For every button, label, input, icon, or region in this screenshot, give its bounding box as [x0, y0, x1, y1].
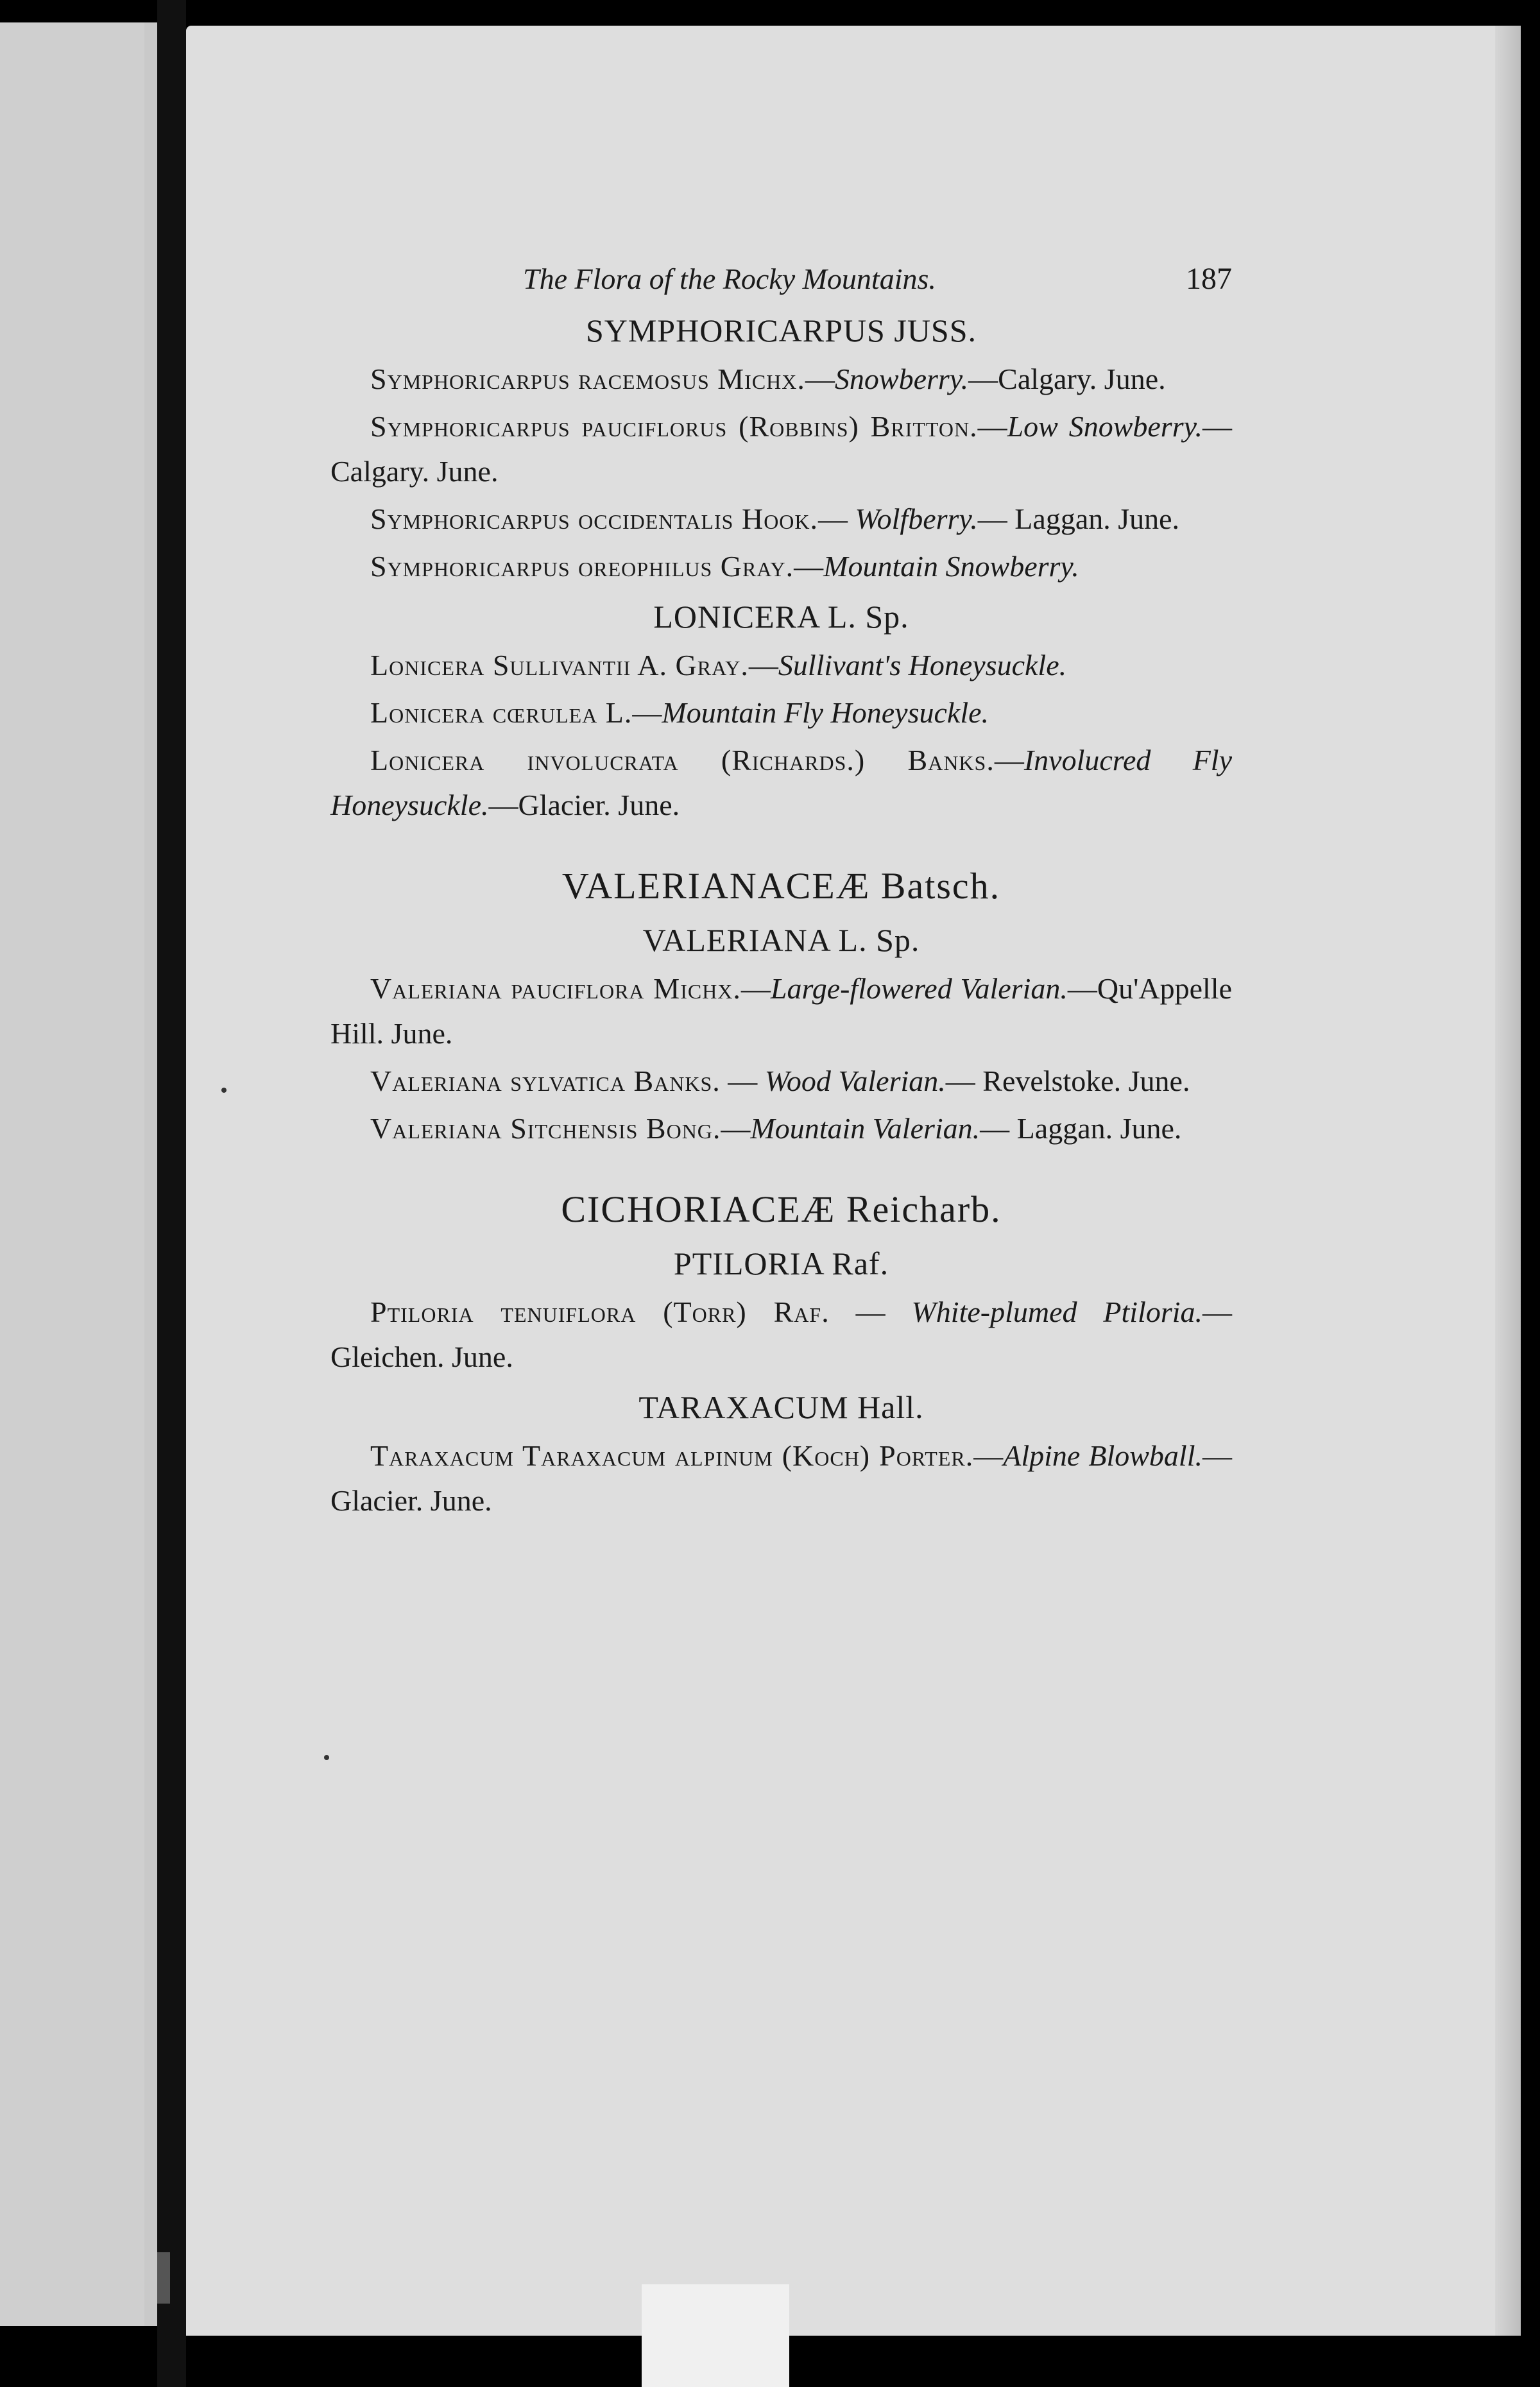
species-name: Lonicera involucrata (Richards.) Banks.	[370, 744, 995, 776]
species-name: Lonicera cœrulea L.	[370, 696, 633, 729]
entry-separator: —	[720, 1065, 765, 1097]
entry-locality: — Revelstoke. June.	[945, 1065, 1190, 1097]
common-name: Mountain Valerian.	[750, 1112, 980, 1145]
book-spine	[157, 0, 186, 2387]
entry-locality: —Glacier. June.	[488, 789, 680, 821]
genus-heading: SYMPHORICARPUS JUSS.	[585, 312, 977, 348]
entry-separator: —	[994, 744, 1024, 776]
species-entry	[330, 966, 1232, 1056]
genus-heading: TARAXACUM Hall.	[638, 1389, 924, 1425]
species-entry	[330, 544, 1232, 589]
left-page-edge	[0, 22, 157, 2326]
species-name: Symphoricarpus occidentalis Hook.	[370, 502, 819, 535]
common-name: White-plumed Ptiloria.	[911, 1296, 1203, 1328]
common-name: Sullivant's Honeysuckle.	[778, 649, 1067, 681]
entry-separator: —	[818, 502, 855, 535]
running-title: The Flora of the Rocky Mountains.	[523, 262, 936, 295]
entry-separator: —	[805, 363, 835, 395]
species-name: Valeriana Sitchensis Bong.	[370, 1112, 721, 1145]
common-name: Involucred Fly Honeysuckle.	[330, 744, 1232, 821]
entry-locality: — Laggan. June.	[977, 502, 1180, 535]
page-number: 187	[1186, 262, 1232, 296]
entry-locality: —Gleichen. June.	[330, 1296, 1233, 1373]
species-entry	[330, 1290, 1232, 1380]
common-name: Wolfberry.	[855, 502, 978, 535]
species-entry	[330, 357, 1232, 402]
page-edge-shadow	[1495, 26, 1521, 2336]
species-entry	[330, 643, 1232, 688]
species-entry	[330, 497, 1232, 542]
common-name: Wood Valerian.	[764, 1065, 946, 1097]
species-entry	[330, 404, 1232, 494]
species-name: Lonicera Sullivantii A. Gray.	[370, 649, 749, 681]
speck-mark	[324, 1755, 329, 1760]
entry-separator: —	[829, 1296, 912, 1328]
common-name: Mountain Fly Honeysuckle.	[662, 696, 989, 729]
entry-separator: —	[632, 696, 662, 729]
species-name: Taraxacum Taraxacum alpinum (Koch) Porter.	[370, 1439, 974, 1472]
scan-artifact	[157, 2252, 170, 2304]
genus-heading: PTILORIA Raf.	[673, 1245, 889, 1281]
entry-separator: —	[977, 410, 1007, 443]
common-name: Large-flowered Valerian.	[770, 972, 1068, 1005]
entry-separator: —	[748, 649, 778, 681]
common-name: Snowberry.	[834, 363, 969, 395]
genus-heading: VALERIANA L. Sp.	[642, 922, 920, 958]
entry-locality: —Glacier. June.	[330, 1439, 1232, 1517]
species-entry	[330, 690, 1232, 735]
running-head	[330, 257, 1232, 308]
left-page-surface	[0, 22, 144, 2326]
species-name: Valeriana pauciflora Michx.	[370, 972, 741, 1005]
entry-separator: —	[794, 550, 824, 583]
scan-bottom-strip	[642, 2284, 789, 2387]
species-name: Symphoricarpus racemosus Michx.	[370, 363, 805, 395]
species-entry	[330, 1433, 1232, 1523]
species-name: Symphoricarpus oreophilus Gray.	[370, 550, 794, 583]
family-heading: CICHORIACEÆ Reicharb.	[561, 1188, 1002, 1230]
species-entry	[330, 738, 1232, 828]
entry-separator: —	[740, 972, 771, 1005]
species-entry	[330, 1106, 1232, 1151]
entry-separator: —	[721, 1112, 751, 1145]
entry-locality: —Calgary. June.	[968, 363, 1166, 395]
family-heading: VALERIANACEÆ Batsch.	[561, 865, 1001, 907]
genus-heading: LONICERA L. Sp.	[653, 599, 909, 635]
page-content	[330, 257, 1232, 1526]
common-name: Alpine Blowball.	[1003, 1439, 1202, 1472]
entry-separator: —	[973, 1439, 1004, 1472]
species-name: Valeriana sylvatica Banks.	[370, 1065, 721, 1097]
species-entry	[330, 1059, 1232, 1104]
entry-locality: —Calgary. June.	[330, 410, 1232, 488]
species-name: Ptiloria tenuiflora (Torr) Raf.	[370, 1296, 830, 1328]
entry-locality: —Qu'Appelle Hill. June.	[330, 972, 1232, 1050]
speck-mark	[221, 1088, 227, 1093]
entry-locality: — Laggan. June.	[980, 1112, 1182, 1145]
common-name: Mountain Snowberry.	[823, 550, 1079, 583]
species-name: Symphoricarpus pauciflorus (Robbins) Britton.	[370, 410, 978, 443]
common-name: Low Snowberry.	[1007, 410, 1202, 443]
